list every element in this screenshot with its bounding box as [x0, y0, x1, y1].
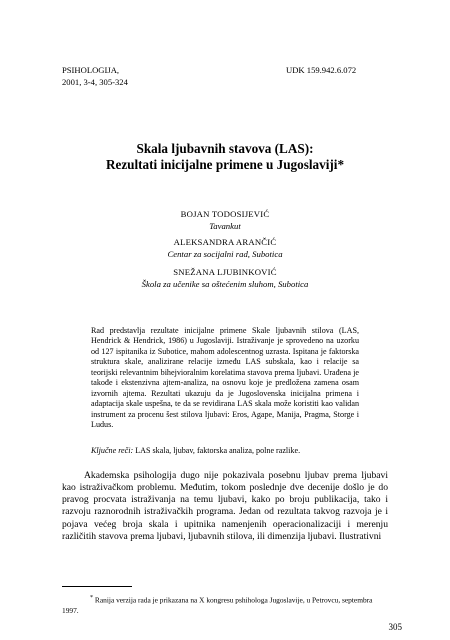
body-paragraph: Akademska psihologija dugo nije pokazivala posebnu ljubav prema ljubavi kao istraživačkom problemu. Međutim, tokom poslednje dve decenije došlo je do pravog procvata istraživanja na temu ljubavi, kako po broju publikacija, tako i razvoju raznorodnih istraživačkih programa. Jedan od rezultata takvog razvoja je i pojava većeg broja skala i upitnika namenjenih operacionalizaciji i merenju različitih stavova prema ljubavi, ljubavnih stilova, ili dimenzija ljubavi. Ilustrativni [62, 470, 388, 542]
footnote-rule [62, 586, 132, 587]
abstract: Rad predstavlja rezultate inicijalne primene Skale ljubavnih stilova (LAS, Hendrick & Hendrick, 1986) u Jugoslaviji. Istraživanje je sprovedeno na uzorku od 127 ispitanika iz Subotice, mahom adolescentnog uzrasta. Ispitana je faktorska struktura skale, analizirane relacije između LAS subskala, kao i relacije sa teorijski relevantnim bihejvioralnim korelatima stavova prema ljubavi. Urađena je takođe i ekstenzivna ajtem-analiza, na osnovu koje je predložena zamena osam izvornih ajtema. Rezultati ukazuju da je Jugoslovenska inicijalna primena i adaptacija skale uspešna, te da se revidirana LAS skala može koristiti kao validan instrument za procenu šest stilova ljubavi: Eros, Agape, Manija, Pragma, Storge i Ludus. [91, 326, 359, 430]
keywords-text: LAS skala, ljubav, faktorska analiza, polne razlike. [133, 446, 301, 455]
author-2 [40, 236, 410, 260]
author-affiliation: Centar za socijalni rad, Subotica [167, 249, 283, 259]
author-1 [40, 208, 410, 232]
keywords [91, 446, 359, 457]
author-name: SNEŽANA LJUBINKOVIĆ [173, 267, 277, 277]
footnote-text: Ranija verzija rada je prikazana na X kongresu pshihologa Jugoslavije, u Petrovcu, septembra 1997. [62, 595, 373, 615]
author-name: ALEKSANDRA ARANČIĆ [173, 237, 277, 247]
page-number: 305 [388, 622, 402, 632]
title-line-2: Rezultati inicijalne primene u Jugoslaviji* [105, 157, 345, 172]
author-3 [40, 266, 410, 290]
title-line-1: Skala ljubavnih stavova (LAS): [136, 141, 314, 156]
footnote [62, 593, 388, 616]
author-affiliation: Škola za učenike sa oštećenim sluhom, Subotica [141, 279, 309, 289]
journal-issue: 2001, 3-4, 305-324 [62, 77, 128, 87]
udk-code: UDK 159.942.6.072 [286, 65, 357, 75]
keywords-label: Ključne reči: [91, 446, 134, 455]
journal-info [62, 64, 202, 88]
journal-name: PSIHOLOGIJA, [62, 65, 120, 75]
footnote-marker: * [90, 595, 94, 601]
paper-title [40, 141, 410, 173]
author-name: BOJAN TODOSIJEVIĆ [180, 209, 270, 219]
author-affiliation: Tavankut [209, 221, 241, 231]
